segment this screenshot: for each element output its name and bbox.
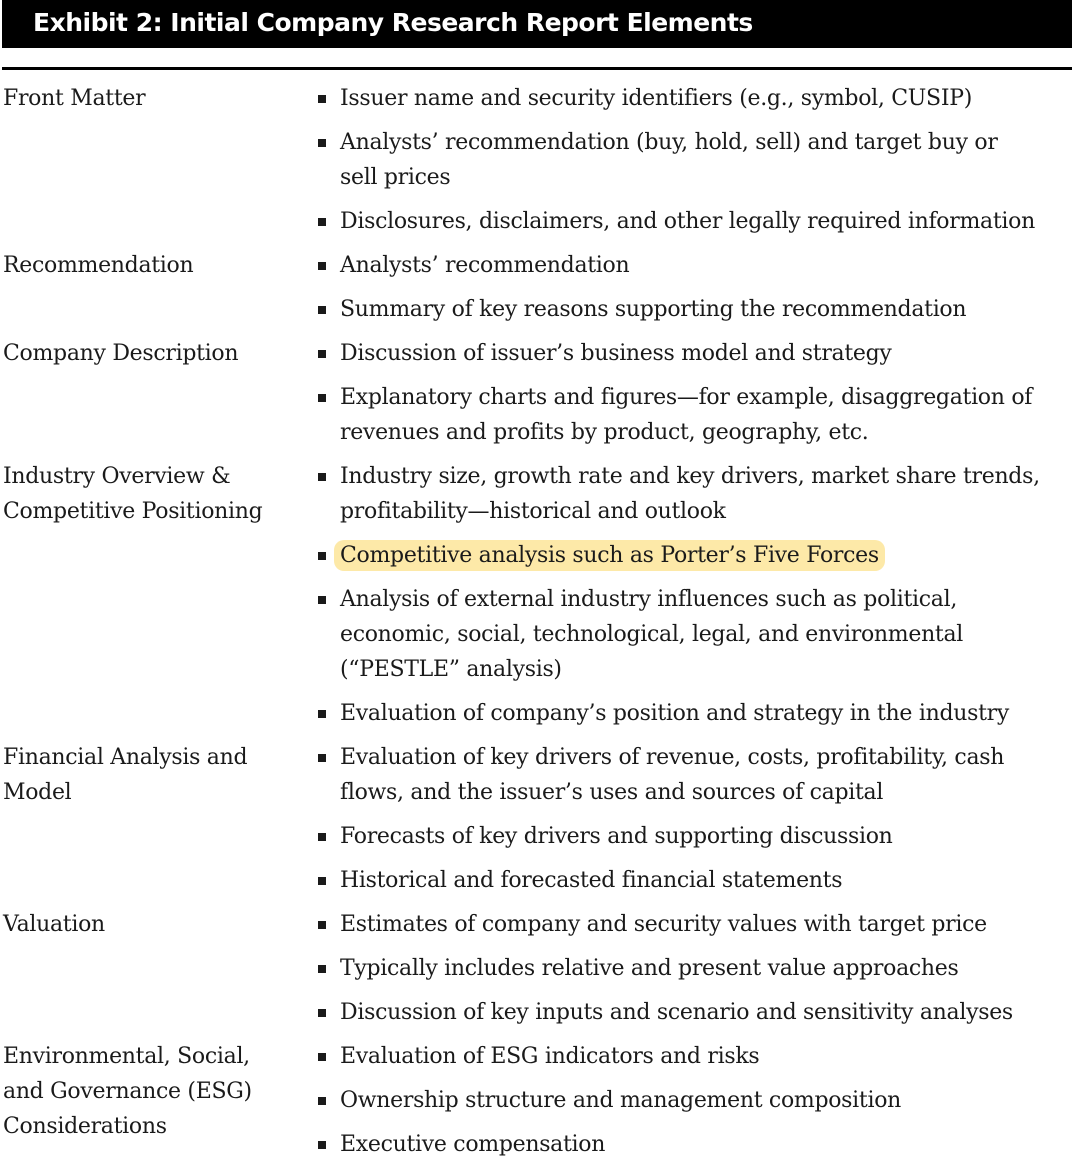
- square-bullet-icon: [318, 350, 326, 358]
- square-bullet-icon: [318, 473, 326, 481]
- list-item: [318, 819, 1074, 863]
- square-bullet-icon: [318, 921, 326, 929]
- section-label: Industry Overview & Competitive Positioning: [3, 464, 263, 524]
- list-item: [318, 459, 1074, 538]
- item-text: Estimates of company and security values with target price: [340, 912, 987, 937]
- item-text: Ownership structure and management composition: [340, 1088, 902, 1113]
- section-items: [318, 907, 1074, 1039]
- item-text: Issuer name and security identifiers (e.g., symbol, CUSIP): [340, 86, 972, 111]
- highlighted-item-text: Competitive analysis such as Porter’s Five Forces: [334, 540, 885, 571]
- square-bullet-icon: [318, 394, 326, 402]
- square-bullet-icon: [318, 596, 326, 604]
- square-bullet-icon: [318, 262, 326, 270]
- section-items: [318, 1039, 1074, 1171]
- list-item: [318, 582, 1074, 696]
- list-item: [318, 248, 1074, 292]
- section-industry-overview: [0, 459, 1074, 740]
- item-text: Analysts’ recommendation (buy, hold, sell) and target buy or sell prices: [340, 130, 998, 190]
- item-text: Discussion of issuer’s business model and strategy: [340, 341, 892, 366]
- section-items: [318, 81, 1074, 248]
- section-label: Environmental, Social, and Governance (ESG) Considerations: [3, 1044, 252, 1139]
- list-item: [318, 863, 1074, 907]
- item-text: Evaluation of company’s position and strategy in the industry: [340, 701, 1009, 726]
- list-item: [318, 380, 1074, 459]
- section-items: [318, 336, 1074, 459]
- section-items: [318, 248, 1074, 336]
- square-bullet-icon: [318, 1053, 326, 1061]
- list-item: [318, 204, 1074, 248]
- square-bullet-icon: [318, 306, 326, 314]
- square-bullet-icon: [318, 877, 326, 885]
- section-company-description: [0, 336, 1074, 459]
- square-bullet-icon: [318, 218, 326, 226]
- section-label: Financial Analysis and Model: [3, 745, 248, 805]
- square-bullet-icon: [318, 1097, 326, 1105]
- list-item: [318, 1127, 1074, 1171]
- item-text: Analysts’ recommendation: [340, 253, 630, 278]
- section-recommendation: [0, 248, 1074, 336]
- list-item: [318, 1083, 1074, 1127]
- square-bullet-icon: [318, 95, 326, 103]
- list-item: [318, 1039, 1074, 1083]
- section-items: [318, 740, 1074, 907]
- list-item: [318, 740, 1074, 819]
- section-valuation: [0, 907, 1074, 1039]
- section-financial-analysis: [0, 740, 1074, 907]
- item-text: Industry size, growth rate and key drivers, market share trends, profitability—historical and outlook: [340, 464, 1040, 524]
- report-elements-table: [0, 81, 1074, 1171]
- square-bullet-icon: [318, 710, 326, 718]
- list-item: [318, 125, 1074, 204]
- section-items: [318, 459, 1074, 740]
- square-bullet-icon: [318, 965, 326, 973]
- section-label: Company Description: [3, 341, 239, 366]
- list-item: [318, 336, 1074, 380]
- item-text: Executive compensation: [340, 1132, 606, 1157]
- item-text: Explanatory charts and figures—for example, disaggregation of revenues and profits by product, geography, etc.: [340, 385, 1033, 445]
- list-item: [318, 81, 1074, 125]
- section-label: Recommendation: [3, 253, 194, 278]
- item-text: Analysis of external industry influences such as political, economic, social, technological, legal, and environmental (“PESTLE” analysis): [340, 587, 964, 682]
- item-text: Forecasts of key drivers and supporting discussion: [340, 824, 893, 849]
- item-text: Summary of key reasons supporting the recommendation: [340, 297, 967, 322]
- square-bullet-icon: [318, 1141, 326, 1149]
- list-item: [318, 696, 1074, 740]
- highlighted-list-item: [318, 538, 1074, 582]
- section-label: Front Matter: [3, 86, 146, 111]
- section-esg: [0, 1039, 1074, 1171]
- list-item: [318, 995, 1074, 1039]
- square-bullet-icon: [318, 1009, 326, 1017]
- item-text: Disclosures, disclaimers, and other legally required information: [340, 209, 1035, 234]
- header-rule: [2, 67, 1072, 70]
- item-text: Discussion of key inputs and scenario and sensitivity analyses: [340, 1000, 1013, 1025]
- item-text: Evaluation of ESG indicators and risks: [340, 1044, 760, 1069]
- item-text: Historical and forecasted financial statements: [340, 868, 843, 893]
- list-item: [318, 292, 1074, 336]
- section-label: Valuation: [3, 912, 105, 937]
- item-text: Evaluation of key drivers of revenue, costs, profitability, cash flows, and the issuer’s uses and sources of capital: [340, 745, 1005, 805]
- list-item: [318, 951, 1074, 995]
- square-bullet-icon: [318, 552, 326, 560]
- exhibit-title: Exhibit 2: Initial Company Research Report Elements: [33, 8, 753, 37]
- list-item: [318, 907, 1074, 951]
- square-bullet-icon: [318, 833, 326, 841]
- section-front-matter: [0, 81, 1074, 248]
- square-bullet-icon: [318, 139, 326, 147]
- square-bullet-icon: [318, 754, 326, 762]
- exhibit-header: [2, 0, 1072, 48]
- item-text: Typically includes relative and present value approaches: [340, 956, 959, 981]
